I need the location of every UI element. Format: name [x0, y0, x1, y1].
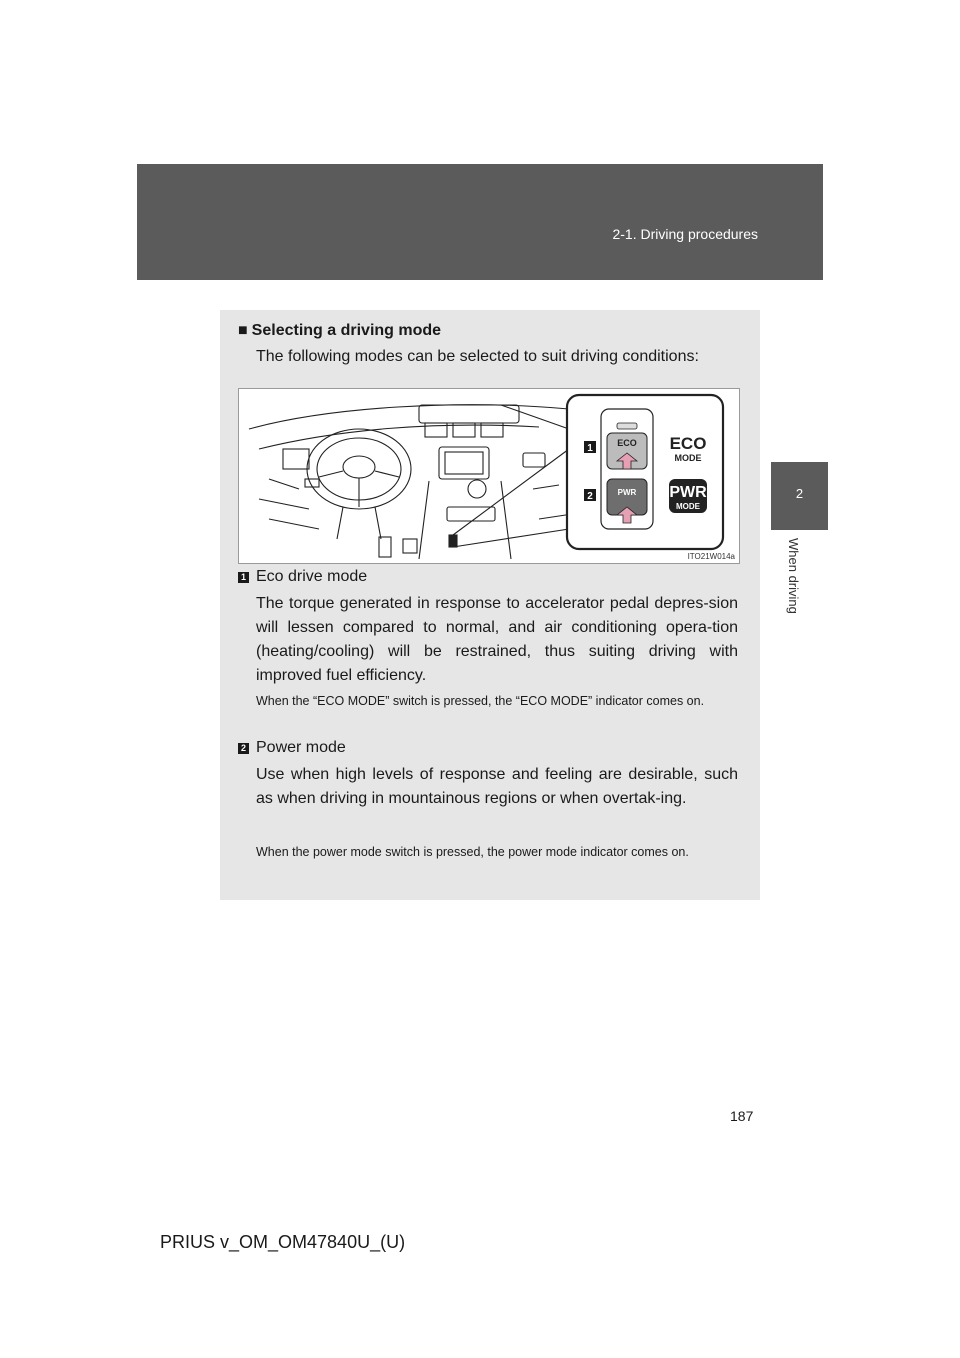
- pwr-button-label: PWR: [617, 488, 637, 497]
- heading-marker: ■: [238, 322, 248, 339]
- item-eco-note: When the “ECO MODE” switch is pressed, the “ECO MODE” indicator comes on.: [256, 694, 705, 708]
- header-section-title: 2-1. Driving procedures: [612, 226, 758, 242]
- section-heading-text: Selecting a driving mode: [251, 322, 442, 339]
- item-eco-badge: 1: [238, 572, 249, 583]
- dashboard-figure: [238, 388, 740, 564]
- item-eco-title-text: Eco drive mode: [256, 568, 368, 585]
- item-power-note: When the power mode switch is pressed, the power mode indicator comes on.: [256, 845, 689, 859]
- dashboard-illustration: [239, 389, 739, 563]
- content-box: [220, 310, 760, 900]
- section-heading: [238, 322, 441, 340]
- callout-1: 1: [587, 443, 593, 454]
- figure-code: ITO21W014a: [687, 552, 735, 561]
- item-eco-body: The torque generated in response to accelerator pedal depres-sion will lessen compared to normal, and air conditioning opera-tion (heating/cooling) will be restrained, thus suiting driving with improved fuel efficiency.: [256, 595, 738, 684]
- eco-button-label: ECO: [617, 438, 637, 448]
- chapter-number: 2: [795, 486, 804, 501]
- chapter-label: When driving: [786, 538, 801, 614]
- item-power-body: Use when high levels of response and feeling are desirable, such as when driving in mountainous regions or when overtak-ing.: [256, 766, 738, 807]
- section-intro: The following modes can be selected to suit driving conditions:: [256, 348, 699, 365]
- eco-indicator-top: ECO: [669, 434, 707, 453]
- item-power-title-text: Power mode: [256, 739, 346, 756]
- eco-indicator-bottom: MODE: [674, 453, 702, 463]
- page-number: 187: [730, 1108, 754, 1124]
- item-eco-title: [238, 568, 367, 586]
- chapter-tab: [771, 462, 828, 530]
- pwr-indicator-top: PWR: [669, 484, 707, 501]
- header-band: [137, 164, 823, 280]
- item-power-badge: 2: [238, 743, 249, 754]
- pwr-indicator-bottom: MODE: [676, 502, 700, 511]
- footer-code: PRIUS v_OM_OM47840U_(U): [160, 1232, 406, 1252]
- callout-2: 2: [587, 491, 593, 502]
- item-power-title: [238, 739, 346, 757]
